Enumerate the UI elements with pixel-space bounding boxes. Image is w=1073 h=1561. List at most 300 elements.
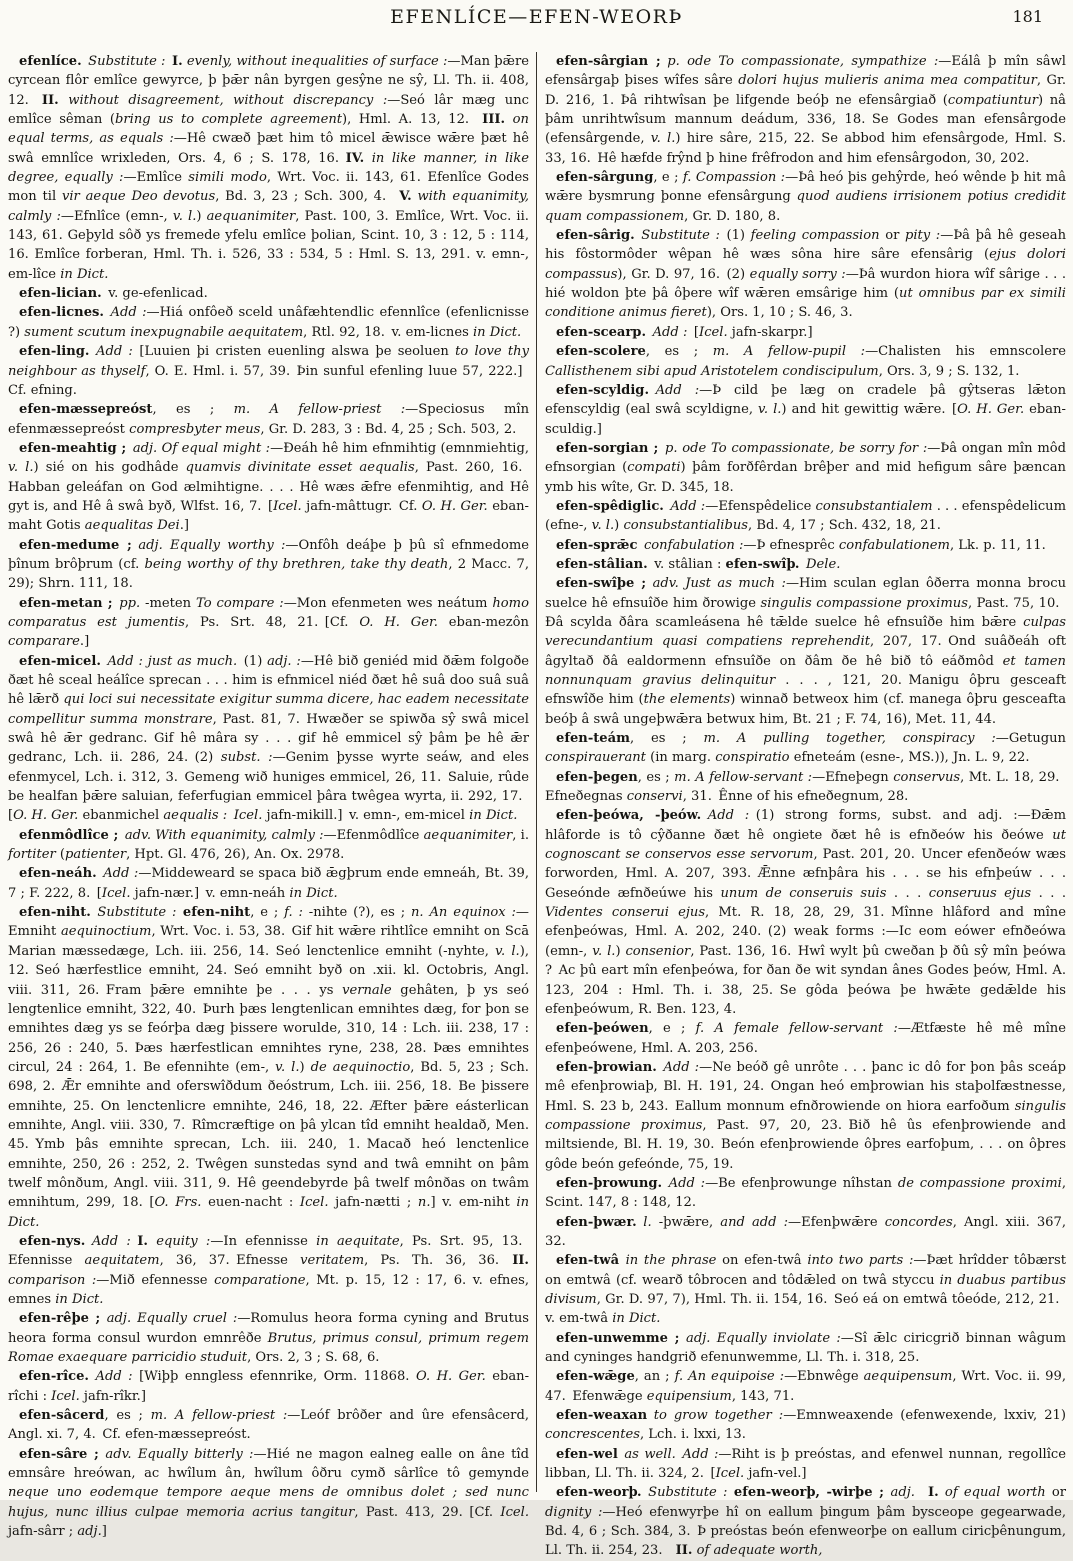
text-run: conspiratio [715, 750, 790, 766]
text-run: Substitute : [634, 228, 727, 244]
text-run: V. [399, 189, 412, 205]
dictionary-entry [545, 497, 1066, 536]
text-run: ] v. em-niht [430, 1195, 517, 1211]
dictionary-entry [545, 226, 1066, 323]
text-run: —Hiá onfôeð sceld unâfæhtendlic efennlîce (efenlicnisse ?) [8, 305, 529, 340]
dictionary-entry [545, 381, 1066, 439]
text-run: —Efenspêdelice [705, 498, 816, 514]
text-run: ) winnað betweox him (cf. manega ôþru gesceafta beóþ â swâ ungeþwǣra betwux him, Bt. 21 ; F. 74, 16), Met. 11, 44. [545, 692, 1066, 727]
column-right [537, 52, 1067, 1559]
text-run: [Wiþþ enngless efennrike, Orm. 11868. [139, 1369, 416, 1385]
text-run: efen-weorþ. [556, 1485, 642, 1501]
text-run: —Efenmôdlîce [323, 827, 424, 843]
text-run: and add : [720, 1214, 789, 1230]
text-run: , Hpt. Gl. 476, 26), An. Ox. 2978. [126, 847, 345, 863]
text-run: (1) [243, 653, 268, 669]
text-run: [Luuien þi cristen euenling alswa þe seoluen [139, 344, 456, 360]
text-run: , Gr. D. 283, 3 : Bd. 4, 25 ; Sch. 503, 2. [260, 421, 517, 437]
text-run: in Dict. [472, 324, 522, 340]
dictionary-entry [545, 1406, 1066, 1445]
text-run: f. : [284, 905, 303, 921]
text-run: adv. Just as much : [646, 576, 786, 592]
text-run: Icel. [101, 885, 131, 901]
dictionary-entry [8, 439, 529, 536]
text-run: II. [41, 92, 59, 108]
text-run: .] [179, 518, 189, 534]
text-run: eban-sculdig.] [545, 402, 1066, 437]
text-run: —Speciosus mîn efenmæssepreóst [8, 402, 529, 437]
text-run: m. A pulling together, conspiracy : [703, 731, 996, 747]
text-run: efen-twâ [556, 1253, 620, 1269]
text-run: Add : [85, 1233, 138, 1249]
text-run: , Bd. 4, 17 ; Sch. 432, 18, 21. [748, 518, 941, 534]
text-run: aequalitas Dei [84, 518, 180, 534]
text-run: adj. Equally inviolate : [679, 1330, 841, 1346]
text-run: ) nâ þâm unrihtwîsum mannum deádum, 336, 18. Se Godes man efensârgode (efensârgende, [545, 92, 1066, 147]
text-run: eban-maht Gotis [8, 498, 529, 534]
text-run: O. H. Ger. [421, 498, 488, 514]
text-run: v. ge-efenlicad. [101, 286, 208, 302]
text-run: .] [79, 634, 90, 650]
dictionary-entry [545, 168, 1066, 226]
text-run: efen-weorþ, -wirþe ; [733, 1485, 884, 1501]
text-run: , Past. 81, 7. Hwæðer se spiwða sŷ swâ micel swâ hê ǣr gedranc. Gif hê mâra sy . . . gif hê emmicel sŷ þâm þe hê ǣr gedranc, Lch. ii. 286, 24. (2) [8, 711, 529, 766]
text-run: ) [196, 208, 207, 224]
text-run: v. l. [592, 943, 616, 959]
text-run: as well. Add : [617, 1446, 719, 1462]
text-run: —Chalisten his emnscolere [865, 344, 1066, 360]
text-run: efen-meahtig ; [19, 440, 127, 456]
text-run: , 143, 71. [731, 1388, 795, 1404]
text-run: Add : [701, 808, 756, 824]
text-run: , Bd. 5, 23 ; Sch. 698, 2. Ǣr emnihte and oferswîðdum ðeóstrum, Lch. iii. 256, 18. Be þissere emnihte, 25. On lenctenlicre emnihte, 246, 18, 22. Æfter þǣre eásterlican emnihte, Angl. viii. 330, 7. Rîmcræftige on þâ ylcan tîd emniht healdað, Men. 45. Ymb þâs emnihte sprecan, Lch. iii. 240, 1. Macað heó lenctenlice emnihte, 250, 26 : 252, 2. Twêgen sunstedas synd and twâ emniht on þâm twelf mônðum, Angl. viii. 311, 9. Hê geendebyrde þâ twelf mônðas on twâm emnihtum, 299, 18. [ [8, 1059, 529, 1211]
text-run: consubstantialibus [623, 518, 749, 534]
text-run: dignity : [545, 1504, 603, 1520]
text-run: without disagreement, without discrepancy : [58, 92, 388, 108]
text-run: jafn-vel.] [744, 1466, 807, 1482]
text-run: de compassione proximi [897, 1175, 1062, 1191]
text-run: m. A fellow-servant : [674, 769, 813, 785]
text-run: Icel. [273, 498, 302, 514]
text-run: efen-medume ; [19, 537, 132, 553]
text-run: , Wrt. Voc. ii. 99, 47. Efenwǣge [545, 1369, 1066, 1404]
dictionary-entry [545, 1329, 1066, 1368]
text-run: singulis compassione proximus [545, 1098, 1066, 1133]
text-run: . . . efenspêdelicum (efne-, [545, 498, 1067, 534]
text-run: efen-unwemme ; [556, 1330, 680, 1346]
text-run: O. H. Ger. [13, 808, 79, 824]
text-run: de aequinoctio [310, 1059, 411, 1075]
text-run: unum de conseruis suis [720, 885, 887, 901]
text-run: of adequate worth, [692, 1543, 823, 1559]
text-run: —Þâ wurdon hiora wîf sârige . . . hié woldon þte þâ ôþere wîf wǣren emsârige him ( [545, 266, 1066, 302]
text-run: sument scutum inexpugnabile aequitatem [24, 324, 304, 340]
text-run: —Ðeáh hê him efnmihtig (emnmiehtig, [270, 440, 530, 456]
text-run: efen-swîþe ; [556, 576, 647, 592]
text-run: I. [137, 1233, 148, 1249]
text-run: , Scint. 147, 8 : 148, 12. [545, 1175, 1067, 1211]
text-run: [ [693, 324, 700, 340]
text-run: concrescentes [545, 1427, 640, 1443]
text-run: v. l. [495, 943, 520, 959]
text-run: conservi [626, 789, 683, 805]
text-run: ebanmichel [78, 808, 164, 824]
text-run: or [879, 228, 905, 244]
text-run: efen-scolere [556, 344, 646, 360]
text-run: , Past. 413, 29. [Cf. [354, 1504, 501, 1520]
text-run: feeling compassion [750, 228, 880, 244]
text-run: , es ; [152, 402, 234, 418]
text-run: efen-þrowung. [556, 1175, 663, 1191]
text-run: v. l. [591, 518, 615, 534]
text-run: jafn-nær.] v. emn-neáh [130, 885, 290, 901]
text-run: , Gr. D. 216, 1. Þâ rihtwîsan þe lifgende beóþ ne efensârgiað ( [545, 73, 1066, 108]
text-run: v. l. [758, 402, 782, 418]
text-run: efenmôdlîce ; [19, 827, 119, 843]
text-run: jafn-mikill.] v. emn-, em-micel [262, 808, 470, 824]
text-run: ut omnibus par ex simili conditione animus fieret [545, 286, 1066, 321]
text-run: , Past. 260, 16. Habban geleáfan on God ælmihtigne. . . . Hê wæs ǣfre efenmihtig, and Hê gyt is, and Hê â swâ byð, Wlfst. 16, 7. [ [8, 460, 529, 514]
text-run: —Romulus heora forma cyning and Brutus heora forma consul wurdon emnrêðe [8, 1311, 529, 1346]
text-run: comparatione [214, 1272, 306, 1288]
text-run: in Dict. [55, 1292, 104, 1307]
text-run: consubstantialem [815, 498, 933, 514]
text-run: , an ; [634, 1369, 675, 1385]
text-run: Icel. [500, 1504, 529, 1520]
text-run: II. [512, 1253, 529, 1269]
text-run: —Man þǣre cyrcean flôr emlîce gewyrce, þ þǣr nân byrgen gesŷne ne sŷ, Ll. Th. ii. 408, 12. [8, 54, 529, 108]
text-run: consenior [625, 943, 691, 959]
text-run: . . . , 121, 20. Manigu ôþru gesceaft efnswîðe him ( [545, 673, 1066, 708]
text-run: jafn-rîkr.] [79, 1388, 146, 1404]
dictionary-entry [8, 903, 529, 1232]
text-run: O. H. Ger. [416, 1369, 486, 1385]
text-run: compati [627, 460, 681, 476]
text-run: —Emniht [8, 905, 530, 940]
dictionary-entry [8, 1232, 529, 1309]
text-run: adv. Equally bitterly : [98, 1446, 254, 1462]
dictionary-entry [8, 400, 529, 439]
text-run: Substitute : [90, 905, 183, 921]
text-run: efen-sârgung [556, 170, 654, 186]
dictionary-entry [545, 1019, 1066, 1058]
page-title: EFENLÍCE—EFEN-WEORÞ [390, 6, 683, 28]
text-run: in duabus partibus divisum [545, 1272, 1066, 1307]
column-left [8, 52, 537, 1540]
text-run: efen-þeówa, -þeów. [556, 808, 702, 824]
text-run: or [1045, 1485, 1067, 1501]
text-run: efenlíce. [19, 54, 82, 69]
text-run: (in marg. [645, 750, 716, 766]
text-run: , i. [512, 827, 529, 843]
text-run: aequipensum [863, 1369, 953, 1385]
text-run: , Ps. Srt. 48, 21. [Cf. [185, 614, 360, 630]
dictionary-entry [8, 1406, 529, 1445]
text-run: , Wrt. Voc. i. 53, 38. Gif hit wǣre rihtlîce emniht on Scā Marian mæssedæge, Lch. iii. 256, 14. Seó lenctenlice emniht (-nyhte, [8, 924, 530, 959]
text-run: adj. Of equal might : [126, 440, 271, 456]
text-run: f. A female fellow-servant : [695, 1021, 898, 1037]
text-run: m. A fellow-pupil : [712, 344, 866, 360]
text-run: f. Compassion : [682, 170, 786, 186]
text-run: Add : [96, 866, 139, 882]
text-run: —Seó lâr mæg unc emlîce sêman ( [8, 92, 529, 128]
dictionary-entry [545, 342, 1066, 381]
text-run: ) [299, 1059, 311, 1075]
text-run: efen-wǣge [556, 1369, 635, 1385]
text-run: Icel. [299, 1195, 329, 1211]
text-run: quamvis divinitate esset aequalis [185, 460, 415, 476]
text-run: comparison : [8, 1272, 97, 1288]
dictionary-entry [8, 652, 529, 826]
dictionary-entry [545, 1251, 1066, 1328]
dictionary-entry [545, 323, 1066, 342]
text-run: —Hê cwæð þæt him tô micel ǣwisce wǣre þæt hê swâ emnlîce wrixleden, Ors. 4, 6 ; S. 178, 16. [8, 131, 529, 166]
text-run: Icel. [715, 1466, 745, 1482]
text-run: Substitute : [641, 1485, 734, 1501]
text-run: conseruus ejus [928, 885, 1032, 901]
dictionary-entry [8, 536, 529, 594]
text-run: efen-þeówen [556, 1021, 649, 1037]
text-run: in the phrase [619, 1253, 723, 1269]
text-run: p. ode To compassionate, be sorry for : [658, 440, 928, 456]
text-run: confabulationem [838, 537, 950, 553]
dictionary-entry [545, 555, 1066, 574]
text-run: —Ne beóð gê unrôte . . . þanc ic dô for þon þâs sceáp mê efenþrowiaþ, Bl. H. 191, 24. Ongan heó emþrowian his staþolfæstnesse, Hml. S. 23 b, 243. Eallum monnum efnðrowiende on hiora earfoðum [545, 1059, 1067, 1114]
text-run: jafn-skarpr.] [727, 324, 813, 340]
text-run: , Gr. D. 180, 8. [684, 208, 781, 224]
text-run: —Efenþwǣre [788, 1214, 885, 1230]
text-run: efen-scearp. [556, 324, 647, 340]
text-run: efen-niht [182, 905, 251, 921]
text-run: —Be efenþrowunge nîhstan [705, 1175, 898, 1191]
text-run: —Mið efennesse [96, 1272, 215, 1288]
text-run: , es ; [645, 344, 713, 360]
text-run: Add : [88, 1369, 140, 1385]
text-run: , Bd. 3, 23 ; Sch. 300, 4. [215, 189, 400, 205]
text-run: jafn-mâttugr. Cf. [301, 498, 422, 514]
text-run: ) sié on his godhâde [33, 460, 186, 476]
text-run: —Emnweaxende (efenwexende, lxxiv, 21) [783, 1408, 1066, 1424]
text-run: vir aeque Deo devotus [61, 189, 216, 205]
text-run: subst. : [220, 750, 273, 766]
text-run: v. stâlian : [647, 556, 726, 572]
text-run: in Dict. [469, 808, 518, 824]
text-run: efen-sprǣc [556, 537, 638, 553]
text-run: efen-niht. [19, 905, 91, 921]
text-run: III. [482, 112, 506, 128]
text-run: —Þ efnesprêc [743, 537, 839, 553]
text-run: efen-mæssepreóst [19, 402, 153, 418]
text-run: , 31. Ênne of his efneðegnum, 28. [682, 789, 909, 805]
text-run: , Ps. Th. 36, 36. [364, 1253, 513, 1269]
text-run: ) [614, 518, 624, 534]
text-run: in like manner, in like degree, equally : [8, 150, 529, 186]
text-run: in Dict. [289, 885, 338, 901]
text-run: —Getugun [995, 731, 1066, 747]
text-run: —Him sculan eglan ôðerra monna brocu suelce hê efnsuîðe him ðrowige [545, 576, 1067, 611]
text-run: adj. Equally worthy : [131, 537, 286, 553]
text-run: the elements [643, 692, 731, 708]
dictionary-entry [545, 806, 1066, 1019]
text-run: of equal worth [938, 1485, 1046, 1501]
dictionary-entry [8, 1367, 529, 1406]
text-run: —Hié ne magon ealneg ealle on âne tîd emnsâre hreówan, ac hwîlum ân, hwîlum ôðru cymð sârlîce tô gemynde [8, 1446, 530, 1482]
text-run: efen-ling. [19, 344, 90, 360]
text-run: Callisthenem sibi apud Aristotelem condiscipulum [545, 363, 879, 379]
text-run: in Dict. [60, 266, 109, 282]
text-run: , Mt. R. 18, 28, 29, 31. Mînne hlâford and mîne efenþeówas, Hml. A. 202, 240. (2) weak forms :—Ic eom eówer efnðeówa (emn-, [545, 905, 1066, 959]
text-run: , Ors. 3, 9 ; S. 132, 1. [878, 363, 1020, 379]
text-run: ) hire sâre, 215, 22. Se abbod him efensârgode, Hml. S. 33, 16. Hê hæfde frŷnd þ hine frêfrodon and him efensârgodon, 30, 202. [545, 131, 1066, 166]
text-run: , e ; [648, 1021, 696, 1037]
dictionary-entry [8, 594, 529, 652]
text-run: —Eálâ þ mîn sâwl efensârgaþ þises wîfes sâre [545, 54, 1066, 89]
text-run: , Mt. L. 18, 29. Efneðegnas [545, 769, 1067, 805]
dictionary-entry [8, 342, 529, 400]
text-run: efen-sâre ; [19, 1446, 99, 1462]
text-run: efen-scyldig. [556, 382, 650, 398]
dictionary-entry [8, 1445, 529, 1542]
text-run: into two parts : [807, 1253, 914, 1269]
text-run: jafn-sârr ; [8, 1524, 78, 1540]
text-run: Add : [649, 382, 700, 398]
text-run: —Þâ ongan mîn môd efnsorgian ( [545, 440, 1066, 476]
text-run: efen-rêþe ; [19, 1311, 101, 1327]
text-run: , Mt. p. 15, 12 : 17, 6. v. efnes, emnes [8, 1272, 529, 1307]
running-head [0, 6, 1073, 36]
text-run: concordes [884, 1214, 953, 1230]
text-run: , Lch. i. lxxi, 13. [639, 1427, 746, 1443]
text-run: , Past. 100, 3. Emlîce, Wrt. Voc. ii. 143, 61. Geþyld sôð ys fremede yfelu emlîce þolian, Scint. 10, 3 : 12, 5 : 114, 16. Emlîce forberan, Hml. Th. i. 526, 33 : 534, 5 : Hml. S. 13, 291. v. emn-, em-lîce [8, 208, 529, 282]
dictionary-entry [8, 52, 529, 284]
text-run: homo comparatus est jumentis [8, 595, 529, 630]
text-run: on efen-twâ [722, 1253, 808, 1269]
text-run: —Emlîce [123, 170, 189, 186]
text-run: , Ors. 2, 3 ; S. 68, 6. [247, 1350, 380, 1366]
text-run: , Past. 75, 10. Ðâ scylda ðâra scamleásena hê tǣlde suelce hê efnsuîðe him bǣre [545, 595, 1066, 630]
text-run: adj. [883, 1485, 929, 1501]
text-run: efen-micel. [19, 653, 101, 669]
text-run: patienter [65, 847, 127, 863]
dictionary-entry [8, 1309, 529, 1367]
text-run: in Dict. [8, 1195, 530, 1230]
text-run: I. [928, 1485, 939, 1501]
text-run: —Riht is þ preóstas, and efenwel nunnan, regollîce libban, Ll. Th. ii. 324, 2. [ [545, 1446, 1067, 1482]
text-run: adj. [77, 1524, 102, 1540]
text-run: eban-rîchi : [8, 1369, 530, 1404]
text-run: O. H. Ger. [957, 402, 1025, 418]
text-run: compresbyter meus [129, 421, 261, 437]
text-run: efen-nys. [19, 1233, 86, 1249]
text-run: f. An equipoise : [674, 1369, 785, 1385]
text-run: et tamen nonnunquam gravius delinquitur [545, 653, 1066, 688]
text-run: , Past. 201, 20. Uncer efenðeów wæs forworden, Hml. A. 207, 393. Ǣnne æfnþâra his . . . se his efnþeúw . . . Geseónde æfnðeúwe his [545, 847, 1066, 901]
text-run: , O. E. Hml. i. 57, 39. Þin sunful efenling luue 57, 222.] Cf. efning. [8, 363, 529, 398]
text-run: efen-rîce. [19, 1369, 89, 1385]
dictionary-entry [545, 1058, 1066, 1174]
text-run: , e ; [653, 170, 683, 186]
text-run: qui loci sui necessitate exigitur summa dicere, hac eadem necessitate compellitur summa monstrare [8, 692, 529, 727]
text-run: dolori hujus mulieris anima mea compatitur [738, 73, 1037, 89]
dictionary-entry [8, 864, 529, 903]
text-run: -þwǣre, [658, 1214, 721, 1230]
text-run: —Þæt hrîdder tôbærst on emtwâ (cf. wearð tôbrocen and tôdǣled on twâ styccu [545, 1253, 1067, 1288]
text-run: —Leóf brôðer and ûre efensâcerd, Angl. xi. 7, 4. Cf. efen-mæssepreóst. [8, 1408, 529, 1443]
text-run: fortiter [8, 847, 56, 863]
text-run: Brutus, primus consul, primum regem Romae exaequare parricidio studuit [8, 1330, 529, 1366]
text-run: m. A fellow-priest : [233, 402, 406, 418]
text-run: ) and hit gewittig wǣre. [ [781, 402, 958, 418]
text-run: , Ps. Srt. 95, 13. Efennisse [8, 1233, 530, 1269]
text-run: aequinoctium [60, 924, 152, 940]
text-run: efen-spêdiglic. [556, 498, 664, 514]
text-run: —In efennisse [210, 1233, 317, 1249]
text-run: equally sorry : [749, 266, 846, 282]
text-run: —Þâ þâ hê geseah his fôstormôder wêpan hê wæs sôna hire sâre efensârig ( [545, 228, 1067, 263]
text-run: Add : [662, 1175, 706, 1191]
text-run: efen-þegen [556, 769, 638, 785]
text-run: , Angl. xiii. 367, 32. [545, 1214, 1066, 1249]
text-run: efen-metan ; [19, 595, 113, 611]
text-run: Add : [663, 498, 706, 514]
text-run: simili modo [188, 170, 267, 186]
text-run: quod audiens irrisionem potius credidit quam compassionem [545, 189, 1066, 224]
text-run: I. [171, 54, 183, 69]
text-run: v. l. [8, 460, 34, 476]
dictionary-entry [545, 52, 1066, 168]
text-run: n. An equinox : [411, 905, 516, 921]
text-run: ) þâm forðfêrdan brêþer and mid hefigum sâre þæncan ymb his wîte, Gr. D. 345, 18. [545, 460, 1066, 495]
text-run: (1) [726, 228, 751, 244]
text-run: v. l. [275, 1059, 300, 1075]
text-run: in Dict. [612, 1311, 661, 1327]
dictionary-entry [8, 826, 529, 865]
text-run: equity : [147, 1233, 211, 1249]
text-run: adj. : [267, 653, 301, 669]
text-run: in aequitate [316, 1233, 400, 1249]
text-run: Add : just as much. [100, 653, 244, 669]
text-run: —Ebnwêge [784, 1369, 864, 1385]
text-run: , es ; [104, 1408, 151, 1424]
text-run: —Ætfæste hê mê mîne efenþeówene, Hml. A. 203, 256. [545, 1021, 1066, 1056]
text-run: confabulation : [637, 537, 744, 553]
dictionary-entry [545, 1445, 1066, 1484]
text-run: , Lk. p. 11, 11. [949, 537, 1046, 553]
text-run: ), 12. Seó hærfestlice emniht, 24. Seó emniht byð on .xii. kl. Octobris, Angl. viii. 311, 26. Fram þǣre emnihte þe . . . ys [8, 943, 529, 998]
page-number: 181 [1012, 7, 1043, 26]
text-run: —Middeweard se spaca bið ǣgþrum ende emneáh, Bt. 39, 7 ; F. 222, 8. [ [8, 866, 530, 901]
text-run: singulis compassione proximus [760, 595, 968, 611]
text-run: conservus [893, 769, 961, 785]
dictionary-entry [545, 1483, 1066, 1560]
text-run: culpas verecundantium quasi compatiens reprehendit [545, 614, 1066, 650]
dictionary-entry [8, 303, 529, 342]
text-run: —Þ cild þe læg on cradele þâ gŷtseras lǣton efenscyldig (eal swâ scyldigne, [545, 382, 1066, 418]
text-run: efen-stâlian. [556, 556, 648, 572]
text-run: —Genim þysse wyrte seáw, and eles efenmycel, Lch. i. 312, 3. Gemeng wið huniges emmicel, 26, 11. Saluie, rûde be healfan þǣre saluian, feferfugian emmicel þâra twêgea wyrta, ii. 292, 17. [ [8, 750, 529, 824]
text-run: Substitute : [81, 54, 172, 69]
text-run: —Efneþegn [812, 769, 894, 785]
text-run: , es ; [629, 731, 704, 747]
text-run: Icel. [699, 324, 728, 340]
text-run: . . . [1031, 885, 1067, 901]
text-run: efen-teám [556, 731, 630, 747]
text-run: vernale [342, 982, 392, 998]
text-run: Add : [646, 324, 694, 340]
text-run: compatiuntur [947, 92, 1038, 108]
text-run: pp. [112, 595, 141, 611]
text-columns [8, 52, 1067, 1559]
